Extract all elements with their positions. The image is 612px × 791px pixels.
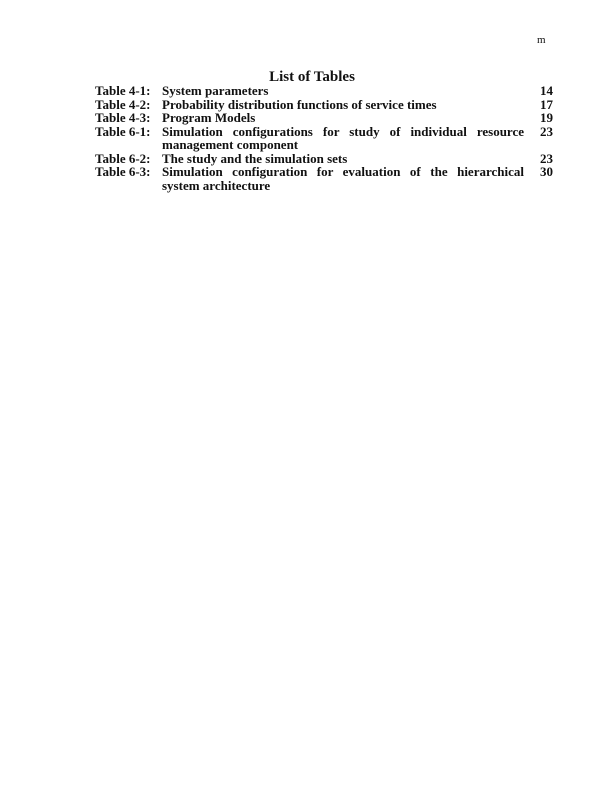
page-ref: 23 bbox=[540, 150, 553, 166]
table-caption: Program Models bbox=[162, 110, 256, 125]
list-item[interactable] bbox=[95, 152, 553, 166]
table-label: Table 4-2: bbox=[95, 96, 151, 112]
table-caption: Probability distribution functions of service times bbox=[162, 96, 437, 112]
page-ref: 19 bbox=[540, 110, 553, 125]
list-of-tables bbox=[95, 84, 553, 192]
table-caption bbox=[162, 125, 524, 152]
page-ref: 14 bbox=[540, 83, 553, 98]
table-caption: System parameters bbox=[162, 83, 269, 98]
caption-line: management component bbox=[162, 137, 299, 152]
caption-line: system architecture bbox=[162, 177, 271, 193]
table-label: Table 4-3: bbox=[95, 110, 151, 125]
list-item[interactable] bbox=[95, 125, 553, 152]
caption-line: Simulation configurations for study of individual resource bbox=[162, 123, 524, 139]
table-caption bbox=[162, 165, 524, 192]
list-item[interactable] bbox=[95, 111, 553, 125]
table-label: Table 6-2: bbox=[95, 150, 151, 166]
page-ref: 30 bbox=[540, 164, 553, 179]
table-label: Table 4-1: bbox=[95, 83, 151, 98]
page-ref: 23 bbox=[540, 123, 553, 139]
page-title: List of Tables bbox=[269, 69, 355, 85]
table-label: Table 6-3: bbox=[95, 164, 151, 179]
page-number: m bbox=[537, 34, 547, 46]
list-item[interactable] bbox=[95, 165, 553, 192]
page-ref: 17 bbox=[540, 96, 553, 112]
list-item[interactable] bbox=[95, 84, 553, 98]
table-caption: The study and the simulation sets bbox=[162, 150, 348, 166]
table-label: Table 6-1: bbox=[95, 123, 151, 139]
caption-line: Simulation configuration for evaluation of the hierarchical bbox=[162, 164, 524, 179]
list-item[interactable] bbox=[95, 98, 553, 112]
